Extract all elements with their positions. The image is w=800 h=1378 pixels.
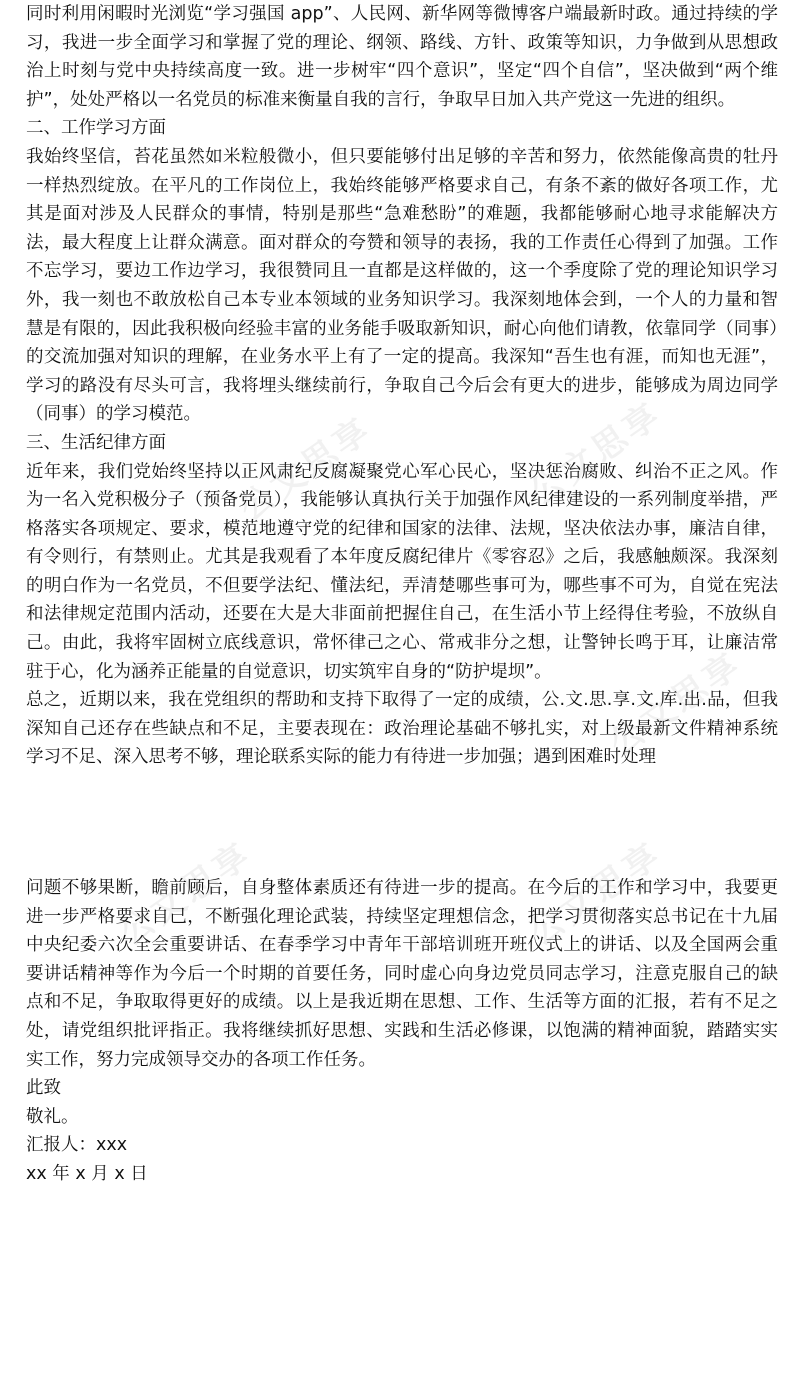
watermark-mark: 公文思享 <box>112 834 260 955</box>
watermark-mark: 公文思享 <box>522 394 670 515</box>
watermark-mark: 公文思享 <box>232 409 380 530</box>
watermark-mark: 公文思享 <box>522 834 670 955</box>
summary-paragraph-part1: 总之，近期以来，我在党组织的帮助和支持下取得了一定的成绩，公.文.思.享.文.库.出.品，但我深知自己还存在些缺点和不足，主要表现在：政治理论基础不够扎实，对上级最新文件精神系统学习不足、深入思考不够，理论联系实际的能力有待进一步加强；遇到困难时处理 <box>26 690 778 768</box>
document-page-block-2 <box>26 874 778 1189</box>
watermark-mark: 公文思享 <box>602 644 750 765</box>
reporter-line: 汇报人：xxx <box>26 1135 128 1156</box>
intro-paragraph: 同时利用闲暇时光浏览“学习强国 app”、人民网、新华网等微博客户端最新时政。通过持续的学习，我进一步全面学习和掌握了党的理论、纲领、路线、方针、政策等知识，力争做到从思想政治上时刻与党中央持续高度一致。进一步树牢“四个意识”，坚定“四个自信”，坚决做到“两个维护”，处处严格以一名党员的标准来衡量自我的言行，争取早日加入共产党这一先进的组织。 <box>26 4 778 110</box>
summary-paragraph-part2: 问题不够果断，瞻前顾后，自身整体素质还有待进一步的提高。在今后的工作和学习中，我要更进一步严格要求自己，不断强化理论武装，持续坚定理想信念，把学习贯彻落实总书记在十九届中央纪委六次全会重要讲话、在春季学习中青年干部培训班开班仪式上的讲话、以及全国两会重要讲话精神等作为今后一个时期的首要任务，同时虚心向身边党员同志学习，注意克服自己的缺点和不足，争取取得更好的成绩。以上是我近期在思想、工作、生活等方面的汇报，若有不足之处，请党组织批评指正。我将继续抓好思想、实践和生活必修课，以饱满的精神面貌，踏踏实实实工作，努力完成领导交办的各项工作任务。 <box>26 878 778 1070</box>
date-line: xx 年 x 月 x 日 <box>26 1163 148 1184</box>
discipline-paragraph: 近年来，我们党始终坚持以正风肃纪反腐凝聚党心军心民心，坚决惩治腐败、纠治不正之风。作为一名入党积极分子（预备党员），我能够认真执行关于加强作风纪律建设的一系列制度举措，严格落实各项规定、要求，模范地遵守党的纪律和国家的法律、法规，坚决依法办事，廉洁自律，有令则行，有禁则止。尤其是我观看了本年度反腐纪律片《零容忍》之后，我感触颇深。我深刻的明白作为一名党员，不但要学法纪、懂法纪，弄清楚哪些事可为，哪些事不可为，自觉在宪法和法律规定范围内活动，还要在大是大非面前把握住自己，在生活小节上经得住考验，不放纵自己。由此，我将牢固树立底线意识，常怀律己之心、常戒非分之想，让警钟长鸣于耳，让廉洁常驻于心，化为涵养正能量的自觉意识，切实筑牢自身的“防护堤坝”。 <box>26 461 778 682</box>
section-heading-work-study: 二、工作学习方面 <box>26 118 166 139</box>
closing-salutation-2: 敬礼。 <box>26 1106 79 1127</box>
work-study-paragraph: 我始终坚信，苔花虽然如米粒般微小，但只要能够付出足够的辛苦和努力，依然能像高贵的牡丹一样热烈绽放。在平凡的工作岗位上，我始终能够严格要求自己，有条不紊的做好各项工作，尤其是面对涉及人民群众的事情，特别是那些“急难愁盼”的难题，我都能够耐心地寻求能解决方法，最大程度上让群众满意。面对群众的夸赞和领导的表扬，我的工作责任心得到了加强。工作不忘学习，要边工作边学习，我很赞同且一直都是这样做的，这一个季度除了党的理论知识学习外，我一刻也不敢放松自己本专业本领域的业务知识学习。我深刻地体会到，一个人的力量和智慧是有限的，因此我积极向经验丰富的业务能手吸取新知识，耐心向他们请教，依靠同学（同事）的交流加强对知识的理解，在业务水平上有了一定的提高。我深知“吾生也有涯，而知也无涯”，学习的路没有尽头可言，我将埋头继续前行，争取自己今后会有更大的进步，能够成为周边同学（同事）的学习模范。 <box>26 146 778 425</box>
closing-salutation-1: 此致 <box>26 1078 61 1099</box>
section-heading-discipline: 三、生活纪律方面 <box>26 432 166 453</box>
document-page-block-1 <box>26 0 778 772</box>
